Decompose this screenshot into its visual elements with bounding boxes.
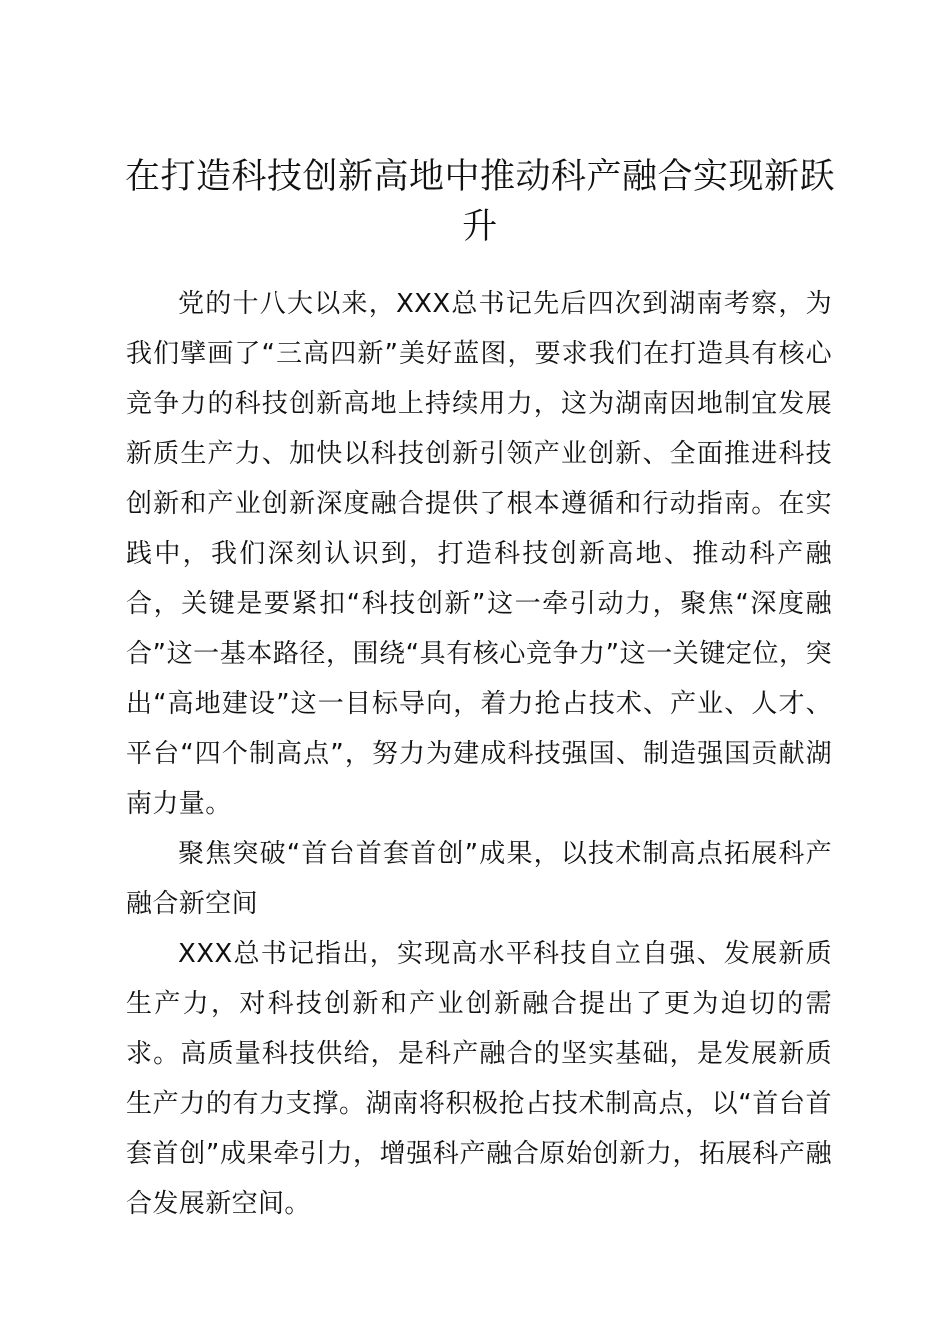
document-title: 在打造科技创新高地中推动科产融合实现新跃升 <box>124 157 835 247</box>
section-heading: 聚焦突破“首台首套首创”成果，以技术制高点拓展科产融合新空间 <box>126 839 832 919</box>
document-body <box>126 279 832 1229</box>
paragraph-section-body: XXX总书记指出，实现高水平科技自立自强、发展新质生产力，对科技创新和产业创新融合提出了更为迫切的需求。高质量科技供给，是科产融合的坚实基础，是发展新质生产力的有力支撑。湖南将积极抢占技术制高点，以“首台首套首创”成果牵引力，增强科产融合原始创新力，拓展科产融合发展新空间。 <box>126 939 832 1219</box>
paragraph-intro: 党的十八大以来，XXX总书记先后四次到湖南考察，为我们擘画了“三高四新”美好蓝图，要求我们在打造具有核心竞争力的科技创新高地上持续用力，这为湖南因地制宜发展新质生产力、加快以科技创新引领产业创新、全面推进科技创新和产业创新深度融合提供了根本遵循和行动指南。在实践中，我们深刻认识到，打造科技创新高地、推动科产融合，关键是要紧扣“科技创新”这一牵引动力，聚焦“深度融合”这一基本路径，围绕“具有核心竞争力”这一关键定位，突出“高地建设”这一目标导向，着力抢占技术、产业、人才、平台“四个制高点”，努力为建成科技强国、制造强国贡献湖南力量。 <box>126 289 832 819</box>
